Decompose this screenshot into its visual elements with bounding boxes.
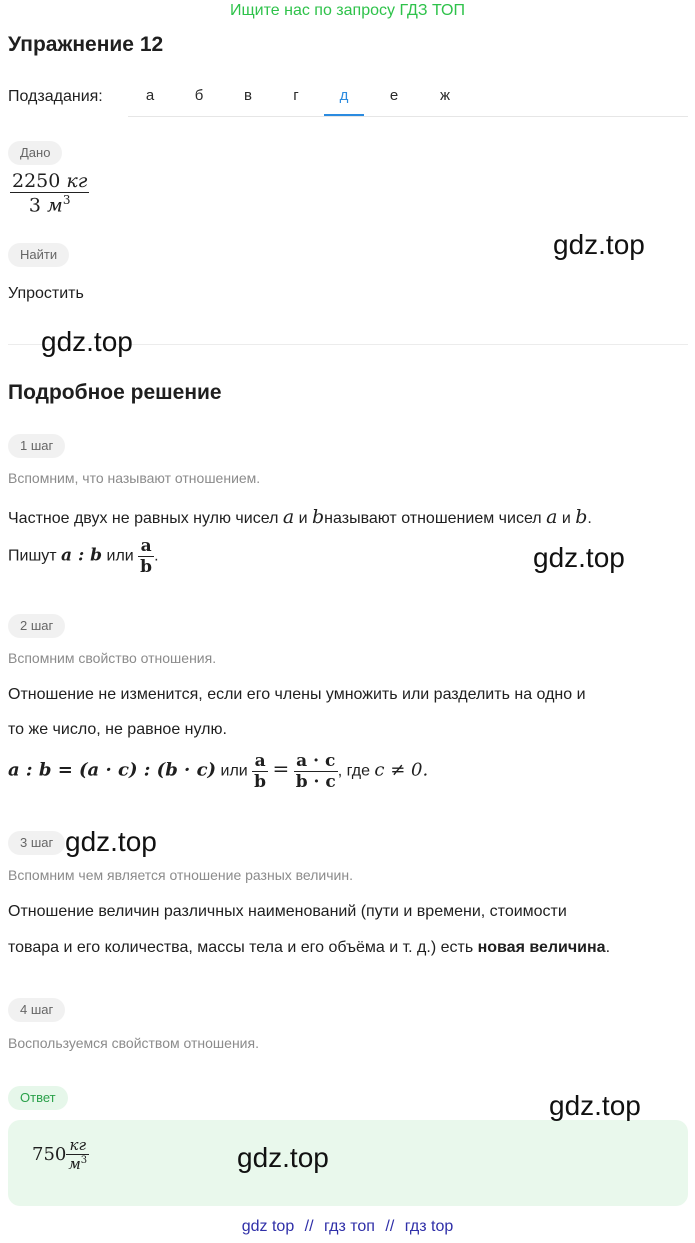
step-1-line-2: Пишут a : b или $\frac{a}{b}$ . — [8, 536, 159, 577]
tab-e[interactable]: е — [389, 87, 399, 104]
find-badge: Найти — [8, 243, 69, 267]
page-title: Упражнение 12 — [8, 33, 164, 56]
footer-links — [0, 1218, 695, 1236]
find-text: Упростить — [8, 285, 84, 302]
answer-box — [8, 1120, 688, 1206]
step-3-hint: Вспомним чем является отношение разных величин. — [8, 867, 353, 883]
footer-separator: // — [385, 1218, 395, 1235]
search-banner: Ищите нас по запросу ГДЗ ТОП — [230, 2, 465, 19]
tab-v[interactable]: в — [244, 87, 252, 104]
watermark: gdz.top — [237, 1142, 329, 1173]
watermark: gdz.top — [553, 229, 645, 260]
tab-g[interactable]: г — [293, 87, 299, 104]
tab-d[interactable]: д — [324, 78, 364, 116]
tab-a[interactable]: а — [145, 87, 155, 104]
watermark: gdz.top — [533, 542, 625, 573]
step-3-line-2: товара и его количества, массы тела и его объёма и т. д.) есть новая величина. — [8, 939, 611, 956]
tab-b[interactable]: б — [194, 87, 204, 104]
step-2-line-2: то же число, не равное нулю. — [8, 721, 227, 738]
footer-link-3[interactable]: гдз top — [404, 1218, 454, 1235]
watermark: gdz.top — [65, 826, 157, 857]
step-3-badge: 3 шаг — [8, 831, 65, 855]
given-denominator: 3 $м^3$ — [28, 193, 71, 217]
footer-link-1[interactable]: gdz top — [241, 1218, 295, 1235]
step-2-line-1: Отношение не изменится, если его члены умножить или разделить на одно и — [8, 686, 586, 703]
step-1-hint: Вспомним, что называют отношением. — [8, 470, 261, 486]
footer-link-2[interactable]: гдз топ — [324, 1218, 375, 1235]
given-badge: Дано — [8, 141, 62, 165]
watermark: gdz.top — [549, 1090, 641, 1121]
step-2-formula: a : b = (a · c) : (b · c) или $\frac{a}{b}$ = $\frac{a \cdot c}{b \cdot c}$ , где c ≠ 0. — [8, 751, 429, 792]
step-2-badge: 2 шаг — [8, 614, 65, 638]
subtasks-tabs — [128, 78, 688, 117]
tab-zh[interactable]: ж — [439, 87, 451, 104]
answer-badge: Ответ — [8, 1086, 68, 1110]
watermark: gdz.top — [41, 326, 133, 357]
given-numerator: 2250 кг — [12, 170, 88, 192]
answer-value: 750 $\frac{кг}{м^3}$ — [32, 1136, 88, 1173]
step-4-badge: 4 шаг — [8, 998, 65, 1022]
step-1-badge: 1 шаг — [8, 434, 65, 458]
subtasks-label: Подзадания: — [8, 88, 103, 105]
step-1-line-1: Частное двух не равных нулю чисел a и bназывают отношением чисел a и b. — [8, 506, 592, 528]
step-4-hint: Воспользуемся свойством отношения. — [8, 1035, 259, 1051]
step-2-hint: Вспомним свойство отношения. — [8, 650, 217, 666]
footer-separator: // — [304, 1218, 314, 1235]
step-3-line-1: Отношение величин различных наименований (пути и времени, стоимости — [8, 903, 567, 920]
given-fraction — [10, 170, 89, 216]
solution-title: Подробное решение — [8, 381, 222, 404]
